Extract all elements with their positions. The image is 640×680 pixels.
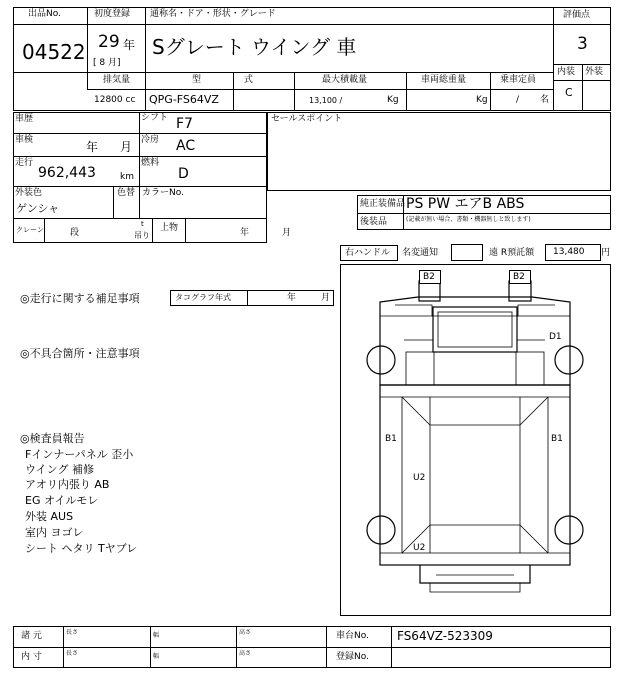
damage-mark: U2 xyxy=(413,473,426,483)
damage-mark: B2 xyxy=(513,272,525,282)
grade-value: 3 xyxy=(577,34,588,54)
mount-year: 年 xyxy=(240,228,250,238)
odometer-recycle-label: 遠 R預託額 xyxy=(489,248,535,258)
first-reg-label: 初度登録 xyxy=(94,9,131,19)
capacity-unit: 名 xyxy=(540,95,550,105)
width-label-inner: 幅 xyxy=(153,653,160,660)
recycle-value: 13,480 xyxy=(553,247,585,257)
shift-value: F7 xyxy=(176,116,193,132)
vehicle-name-label: 通称名・ドア・形状・グレード xyxy=(150,9,276,19)
exterior-label: 外装 xyxy=(585,67,604,77)
height-label-inner: 高さ xyxy=(239,650,252,657)
mount-label: 上物 xyxy=(160,223,179,233)
inner-dims-label: 内 寸 xyxy=(21,652,42,662)
inspector-report-label: ◎検査員報告 xyxy=(20,432,85,445)
inspector-line: シート ヘタリ Tヤブレ xyxy=(25,542,138,555)
color-change-label: 色替 xyxy=(117,188,136,198)
tacho-year: 年 xyxy=(287,293,297,303)
max-load-value: 13,100 / xyxy=(309,96,343,105)
damage-mark: U2 xyxy=(413,543,426,553)
crane-ton: t xyxy=(141,220,144,228)
mileage-value: 962,443 xyxy=(38,165,96,181)
inspector-line: ウイング 補修 xyxy=(25,463,94,476)
ac-value: AC xyxy=(176,138,196,154)
ac-label: 冷房 xyxy=(141,135,160,145)
damage-mark: B1 xyxy=(385,434,397,444)
gross-weight-unit: Kg xyxy=(476,95,488,105)
length-label: 長さ xyxy=(66,629,79,636)
aftermarket-note: (記載が無い場合、書類・機器無しと致します) xyxy=(406,216,531,223)
model-label: 型 式 xyxy=(192,75,253,85)
inspector-lines xyxy=(25,447,137,557)
equipment-value: PS PW エアB ABS xyxy=(406,196,525,212)
fuel-value: D xyxy=(178,166,189,182)
driving-notes-label: ◎走行に関する補足事項 xyxy=(20,292,140,305)
height-label: 高さ xyxy=(239,629,252,636)
interior-label: 内装 xyxy=(557,67,576,77)
damage-mark: D1 xyxy=(549,332,562,342)
crane-label: クレーン xyxy=(16,226,44,234)
crane-step: 段 xyxy=(70,228,80,238)
width-label: 幅 xyxy=(153,632,160,639)
color-no-label: カラーNo. xyxy=(142,188,184,198)
sales-point-label: セールスポイント xyxy=(271,114,343,124)
damage-mark: B2 xyxy=(423,272,435,282)
vehicle-name-value: Sグレート ウイング 車 xyxy=(152,35,357,59)
max-load-unit: Kg xyxy=(387,95,399,105)
exterior-color-value: ゲンシャ xyxy=(16,202,60,215)
lot-no-label: 出品No. xyxy=(28,9,61,19)
grade-label: 評価点 xyxy=(563,10,591,20)
max-load-label: 最大積載量 xyxy=(322,75,368,85)
length-label-inner: 長さ xyxy=(66,650,79,657)
mileage-label: 走行 xyxy=(15,158,34,168)
fuel-label: 燃料 xyxy=(141,158,160,168)
equipment-label: 純正装備品 xyxy=(360,199,406,209)
history-label: 車歴 xyxy=(15,114,34,124)
inspection-year: 年 xyxy=(86,140,99,154)
chassis-value: FS64VZ-523309 xyxy=(397,629,493,643)
inspection-label: 車検 xyxy=(15,135,34,145)
interior-grade-value: C xyxy=(565,86,573,99)
lot-no-value: 04522 xyxy=(22,40,86,64)
steering-label: 右ハンドル xyxy=(345,248,391,258)
tacho-month: 月 xyxy=(321,293,331,303)
damage-mark: B1 xyxy=(551,434,563,444)
inspector-line: EG オイルモレ xyxy=(25,494,99,507)
reg-year-unit: 年 xyxy=(123,38,136,52)
damage-diagram-frame xyxy=(340,264,611,616)
reg-month: [ 8 月] xyxy=(93,58,121,68)
recycle-unit: 円 xyxy=(601,248,611,258)
dims-label: 諸 元 xyxy=(21,631,42,641)
gross-weight-label: 車両総重量 xyxy=(421,75,467,85)
aftermarket-label: 後装品 xyxy=(360,217,388,227)
defects-label: ◎不具合箇所・注意事項 xyxy=(20,347,140,360)
inspector-line: Fインナーパネル 歪小 xyxy=(25,448,134,461)
exterior-color-label: 外装色 xyxy=(15,188,43,198)
chassis-label: 車台No. xyxy=(336,631,369,641)
model-value: QPG-FS64VZ xyxy=(149,93,219,106)
tacho-label: タコグラフ年式 xyxy=(175,293,231,302)
capacity-value: / xyxy=(516,95,520,105)
mileage-unit: km xyxy=(120,172,134,182)
inspector-line: 外装 AUS xyxy=(25,510,74,523)
displacement-label: 排気量 xyxy=(103,75,131,85)
shift-label: シフト xyxy=(141,113,169,123)
inspector-line: 室内 ヨゴレ xyxy=(25,526,84,539)
mount-month: 月 xyxy=(282,228,292,238)
displacement-value: 12800 cc xyxy=(94,95,136,105)
name-change-label: 名変通知 xyxy=(402,248,439,258)
name-change-box xyxy=(451,244,483,261)
inspector-line: アオリ内張り AB xyxy=(25,478,110,491)
capacity-label: 乗車定員 xyxy=(500,75,537,85)
reg-year-value: 29 xyxy=(98,32,120,52)
crane-lift: 吊り xyxy=(134,231,150,240)
registration-label: 登録No. xyxy=(336,652,369,662)
inspection-month: 月 xyxy=(120,140,133,154)
